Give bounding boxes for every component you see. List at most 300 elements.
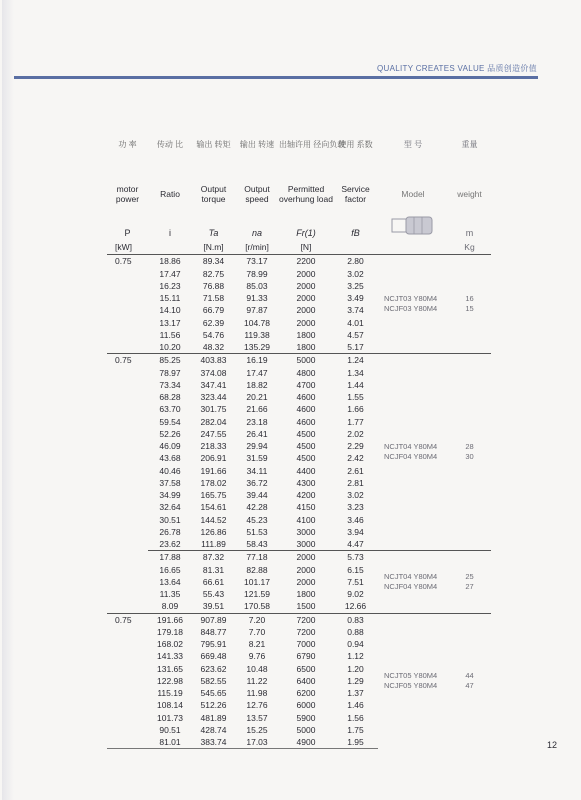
speed-cell: 15.25 xyxy=(246,724,268,735)
torque-cell: 383.74 xyxy=(192,736,235,749)
model-name: NCJF03 Y80M4 xyxy=(384,304,438,314)
model-name: NCJF04 Y80M4 xyxy=(384,452,438,462)
service-factor-cell: 3.46 xyxy=(347,514,364,525)
motor-power-cell: 0.75 xyxy=(107,354,148,367)
motor-power-cell xyxy=(107,736,148,749)
col-sym-load: Fr(1) xyxy=(296,228,316,238)
header-row-english xyxy=(107,174,491,214)
col-cn-torque: 输出 转矩 xyxy=(196,140,231,149)
speed-cell: 13.57 xyxy=(246,712,268,723)
model-name: NCJT05 Y80M4 xyxy=(384,671,438,681)
torque-cell: 87.32 xyxy=(192,551,235,564)
service-factor-cell: 1.55 xyxy=(347,392,364,402)
load-cell: 4400 xyxy=(296,465,316,476)
load-cell: 1500 xyxy=(296,601,316,612)
motor-power-cell xyxy=(107,428,148,440)
service-factor-cell: 4.01 xyxy=(347,317,364,328)
motor-power-cell xyxy=(107,304,148,316)
ratio-cell: 122.98 xyxy=(157,675,183,686)
torque-cell: 165.75 xyxy=(200,490,227,500)
torque-cell: 144.52 xyxy=(200,514,227,525)
speed-cell: 45.23 xyxy=(246,514,268,525)
load-cell: 3000 xyxy=(296,526,316,537)
service-factor-cell: 1.20 xyxy=(347,663,364,674)
speed-cell: 17.03 xyxy=(235,736,279,749)
ratio-cell: 52.26 xyxy=(159,428,181,439)
service-factor-cell: 9.02 xyxy=(347,589,364,599)
motor-power-cell xyxy=(107,292,148,304)
torque-cell: 66.61 xyxy=(202,576,225,587)
model-name: NCJT03 Y80M4 xyxy=(384,294,438,304)
service-factor-cell: 3.02 xyxy=(347,490,364,500)
speed-cell: 26.41 xyxy=(246,428,268,439)
torque-cell: 323.44 xyxy=(200,392,227,402)
ratio-cell: 101.73 xyxy=(157,712,183,723)
service-factor-cell: 5.17 xyxy=(347,342,364,352)
load-cell: 2000 xyxy=(296,576,316,587)
motor-power-cell xyxy=(107,317,148,329)
motor-power-cell xyxy=(107,329,148,341)
motor-icon xyxy=(390,214,436,236)
ratio-cell: 32.64 xyxy=(159,502,181,513)
service-factor-cell: 3.49 xyxy=(347,293,364,303)
load-cell: 2000 xyxy=(296,317,316,328)
speed-cell: 18.82 xyxy=(246,379,268,390)
table-row xyxy=(107,255,491,268)
weight-cell xyxy=(448,551,491,613)
col-en-ratio: Ratio xyxy=(160,189,180,199)
table-row xyxy=(107,613,491,626)
model-name: NCJF05 Y80M4 xyxy=(384,681,438,691)
torque-cell: 89.34 xyxy=(202,256,225,267)
motor-power-cell xyxy=(107,724,148,736)
ratio-cell: 18.86 xyxy=(159,256,181,267)
service-factor-cell: 2.81 xyxy=(347,477,364,488)
service-factor-cell: 2.42 xyxy=(347,453,364,464)
ratio-cell: 10.20 xyxy=(159,342,181,352)
motor-power-cell xyxy=(107,675,148,687)
torque-cell: 82.75 xyxy=(202,268,225,279)
service-factor-cell: 1.12 xyxy=(347,651,364,662)
ratio-cell: 11.35 xyxy=(159,589,181,599)
load-cell: 1800 xyxy=(296,329,316,340)
col-cn-ratio: 传动 比 xyxy=(156,140,184,149)
motor-power-cell xyxy=(107,379,148,391)
service-factor-cell: 3.74 xyxy=(347,305,364,316)
service-factor-cell: 2.29 xyxy=(347,441,364,451)
weight-value: 27 xyxy=(465,581,474,591)
load-cell: 6400 xyxy=(296,675,316,686)
motor-power-cell xyxy=(107,280,148,292)
service-factor-cell: 1.95 xyxy=(333,736,378,749)
ratio-cell: 16.65 xyxy=(159,564,181,575)
col-unit-weight: Kg xyxy=(448,241,491,255)
torque-cell: 481.89 xyxy=(200,712,227,723)
col-cn-service: 使用 系数 xyxy=(338,140,373,149)
torque-cell: 582.55 xyxy=(200,675,227,686)
header-row-chinese xyxy=(107,136,491,174)
load-cell: 6200 xyxy=(296,688,316,698)
weight-cell xyxy=(448,354,491,551)
motor-power-cell xyxy=(107,514,148,526)
torque-cell: 191.66 xyxy=(200,465,227,476)
speed-cell: 23.18 xyxy=(246,416,268,427)
col-unit-load: [N] xyxy=(279,241,333,255)
torque-cell: 66.79 xyxy=(202,305,225,316)
load-cell: 4900 xyxy=(279,736,333,749)
ratio-cell: 16.23 xyxy=(159,280,181,291)
load-cell: 6000 xyxy=(296,700,316,711)
torque-cell: 428.74 xyxy=(200,724,227,735)
ratio-cell: 63.70 xyxy=(159,404,181,415)
motor-power-cell xyxy=(107,501,148,513)
speed-cell: 29.94 xyxy=(246,441,268,451)
weight-value: 25 xyxy=(465,571,474,581)
motor-power-cell xyxy=(107,391,148,403)
load-cell: 4500 xyxy=(296,453,316,464)
motor-power-cell xyxy=(107,551,148,564)
torque-cell: 403.83 xyxy=(192,354,235,367)
motor-power-cell xyxy=(107,367,148,379)
speed-cell: 135.29 xyxy=(244,342,270,352)
ratio-cell: 131.65 xyxy=(157,663,183,674)
col-unit-ratio xyxy=(148,241,192,255)
col-unit-service xyxy=(333,241,378,255)
speed-cell: 11.22 xyxy=(246,675,268,686)
torque-cell: 247.55 xyxy=(200,428,227,439)
col-cn-weight: 重量 xyxy=(461,140,478,149)
motor-power-cell xyxy=(107,538,148,551)
motor-power-cell xyxy=(107,341,148,354)
motor-power-cell xyxy=(107,638,148,650)
specification-table xyxy=(107,136,491,749)
header-row-units xyxy=(107,241,491,255)
torque-cell: 848.77 xyxy=(200,626,227,637)
col-en-service: Service factor xyxy=(341,184,370,204)
weight-cell xyxy=(448,255,491,354)
load-cell: 6790 xyxy=(296,651,316,662)
ratio-cell: 43.68 xyxy=(159,453,181,464)
weight-cell xyxy=(448,613,491,749)
motor-power-cell: 0.75 xyxy=(115,256,132,267)
load-cell: 4600 xyxy=(296,416,316,427)
speed-cell: 31.59 xyxy=(246,453,268,464)
speed-cell: 119.38 xyxy=(244,329,270,340)
ratio-cell: 11.56 xyxy=(159,329,181,340)
torque-cell: 54.76 xyxy=(202,329,225,340)
load-cell: 7200 xyxy=(279,613,333,626)
torque-cell: 545.65 xyxy=(200,688,227,698)
speed-cell: 16.19 xyxy=(235,354,279,367)
speed-cell: 17.47 xyxy=(246,367,268,378)
speed-cell: 39.44 xyxy=(246,490,268,500)
service-factor-cell: 4.57 xyxy=(347,329,364,340)
ratio-cell: 8.09 xyxy=(161,601,179,612)
col-cn-speed: 输出 转速 xyxy=(239,140,275,149)
load-cell: 4500 xyxy=(296,441,316,451)
model-cell xyxy=(378,255,448,354)
motor-power-cell xyxy=(107,452,148,464)
torque-cell: 907.89 xyxy=(192,613,235,626)
load-cell: 2000 xyxy=(296,293,316,303)
speed-cell: 97.87 xyxy=(246,305,268,316)
service-factor-cell: 0.83 xyxy=(333,613,378,626)
load-cell: 4200 xyxy=(296,490,316,500)
model-name: NCJF04 Y80M4 xyxy=(384,581,438,591)
load-cell: 4600 xyxy=(296,392,316,402)
col-unit-torque: [N.m] xyxy=(192,241,235,255)
speed-cell: 36.72 xyxy=(246,477,268,488)
motor-power-cell xyxy=(107,699,148,711)
motor-power-cell xyxy=(107,440,148,452)
torque-cell: 282.04 xyxy=(200,416,227,427)
col-en-weight: weight xyxy=(457,189,482,199)
load-cell: 7200 xyxy=(296,626,316,637)
service-factor-cell: 1.24 xyxy=(333,354,378,367)
speed-cell: 82.88 xyxy=(246,564,268,575)
speed-cell: 8.21 xyxy=(248,639,266,649)
model-name: NCJT04 Y80M4 xyxy=(384,442,438,452)
ratio-cell: 73.34 xyxy=(159,379,181,390)
load-cell: 2000 xyxy=(296,305,316,316)
motor-power-cell xyxy=(107,477,148,489)
service-factor-cell: 2.61 xyxy=(347,465,364,476)
service-factor-cell: 5.73 xyxy=(333,551,378,564)
col-cn-load: 出轴许用 径向负载 xyxy=(279,140,346,149)
ratio-cell: 17.47 xyxy=(159,268,181,279)
torque-cell: 178.02 xyxy=(200,477,227,488)
load-cell: 2000 xyxy=(296,564,316,575)
load-cell: 4300 xyxy=(296,477,316,488)
service-factor-cell: 0.88 xyxy=(347,626,364,637)
col-unit-power: [kW] xyxy=(107,241,148,255)
motor-power-cell xyxy=(107,526,148,538)
motor-power-cell xyxy=(107,663,148,675)
speed-cell: 20.21 xyxy=(246,392,268,402)
torque-cell: 206.91 xyxy=(200,453,227,464)
torque-cell: 669.48 xyxy=(200,651,227,662)
torque-cell: 154.61 xyxy=(200,502,227,513)
service-factor-cell: 1.77 xyxy=(347,416,364,427)
col-cn-power: 功 率 xyxy=(118,140,137,149)
service-factor-cell: 12.66 xyxy=(344,601,367,612)
ratio-cell: 68.28 xyxy=(159,392,181,402)
load-cell: 4100 xyxy=(296,514,316,525)
speed-cell: 7.20 xyxy=(235,613,279,626)
ratio-cell: 14.10 xyxy=(159,305,181,316)
header-rule xyxy=(14,76,538,79)
weight-value: 28 xyxy=(465,442,474,452)
ratio-cell: 40.46 xyxy=(159,465,181,476)
torque-cell: 76.88 xyxy=(202,280,225,291)
speed-cell: 77.18 xyxy=(235,551,279,564)
torque-cell: 48.32 xyxy=(202,342,225,352)
service-factor-cell: 2.02 xyxy=(347,428,364,439)
speed-cell: 121.59 xyxy=(244,589,270,599)
load-cell: 2000 xyxy=(296,280,316,291)
model-cell xyxy=(378,354,448,551)
ratio-cell: 30.51 xyxy=(159,514,181,525)
header-row-symbols xyxy=(107,214,491,241)
load-cell: 4500 xyxy=(296,428,316,439)
load-cell: 2000 xyxy=(296,268,316,279)
ratio-cell: 191.66 xyxy=(148,613,192,626)
torque-cell: 512.26 xyxy=(200,700,227,711)
ratio-cell: 85.25 xyxy=(148,354,192,367)
service-factor-cell: 3.23 xyxy=(347,502,364,513)
service-factor-cell: 1.56 xyxy=(347,712,364,723)
ratio-cell: 15.11 xyxy=(159,293,181,303)
ratio-cell: 23.62 xyxy=(159,539,181,549)
col-sym-weight: m xyxy=(465,228,474,238)
load-cell: 5000 xyxy=(279,354,333,367)
load-cell: 4700 xyxy=(296,379,316,390)
service-factor-cell: 3.94 xyxy=(347,526,364,537)
speed-cell: 21.66 xyxy=(246,404,268,415)
col-en-load: Permitted overhung load xyxy=(279,184,333,204)
weight-value: 44 xyxy=(465,671,474,681)
model-name: NCJT04 Y80M4 xyxy=(384,571,438,581)
speed-cell: 12.76 xyxy=(246,700,268,711)
torque-cell: 111.89 xyxy=(201,539,226,549)
motor-power-cell xyxy=(107,712,148,724)
speed-cell: 91.33 xyxy=(246,293,268,303)
service-factor-cell: 3.25 xyxy=(347,280,364,291)
torque-cell: 81.31 xyxy=(202,564,225,575)
speed-cell: 73.17 xyxy=(246,256,268,267)
motor-power-cell xyxy=(107,564,148,576)
service-factor-cell: 1.34 xyxy=(347,367,364,378)
ratio-cell: 59.54 xyxy=(159,416,181,427)
torque-cell: 623.62 xyxy=(200,663,227,674)
speed-cell: 9.76 xyxy=(248,651,266,662)
service-factor-cell: 0.94 xyxy=(347,639,364,649)
ratio-cell: 46.09 xyxy=(159,441,181,451)
motor-power-cell xyxy=(107,465,148,477)
col-cn-model: 型 号 xyxy=(403,140,423,149)
load-cell: 4800 xyxy=(296,367,316,378)
motor-power-cell xyxy=(107,687,148,699)
speed-cell: 58.43 xyxy=(246,539,268,549)
speed-cell: 104.78 xyxy=(244,317,270,328)
service-factor-cell: 2.80 xyxy=(347,256,364,267)
service-factor-cell: 4.47 xyxy=(347,539,364,549)
col-sym-speed: na xyxy=(251,228,262,238)
ratio-cell: 179.18 xyxy=(157,626,183,637)
speed-cell: 101.17 xyxy=(244,576,270,587)
torque-cell: 71.58 xyxy=(202,293,225,303)
motor-power-cell xyxy=(107,268,148,280)
weight-value: 47 xyxy=(465,681,474,691)
ratio-cell: 168.02 xyxy=(157,639,183,649)
load-cell: 5000 xyxy=(296,724,316,735)
table-body xyxy=(107,255,491,749)
col-unit-model xyxy=(378,241,448,255)
speed-cell: 11.98 xyxy=(246,688,268,698)
torque-cell: 39.51 xyxy=(202,601,225,612)
speed-cell: 10.48 xyxy=(246,663,268,674)
load-cell: 4150 xyxy=(296,502,316,513)
motor-diagram xyxy=(378,214,448,241)
ratio-cell: 34.99 xyxy=(159,490,181,500)
col-en-model: Model xyxy=(401,189,425,199)
table-row xyxy=(107,354,491,367)
motor-power-cell xyxy=(107,576,148,588)
load-cell: 3000 xyxy=(296,539,316,549)
col-en-speed: Output speed xyxy=(244,184,270,204)
motor-power-cell xyxy=(107,626,148,638)
col-sym-ratio: i xyxy=(169,228,171,238)
page-number: 12 xyxy=(547,740,558,750)
ratio-cell: 13.17 xyxy=(159,317,181,328)
model-cell xyxy=(378,551,448,613)
ratio-cell: 108.14 xyxy=(157,700,183,711)
speed-cell: 78.99 xyxy=(246,268,268,279)
service-factor-cell: 1.75 xyxy=(347,724,364,735)
motor-power-cell: 0.75 xyxy=(107,613,148,626)
ratio-cell: 78.97 xyxy=(159,367,181,378)
col-en-power: motor power xyxy=(115,184,140,204)
ratio-cell: 81.01 xyxy=(148,736,192,749)
motor-power-cell xyxy=(107,416,148,428)
weight-value: 15 xyxy=(465,304,474,314)
ratio-cell: 13.64 xyxy=(159,576,181,587)
service-factor-cell: 1.66 xyxy=(347,404,364,415)
speed-cell: 85.03 xyxy=(246,280,268,291)
motor-power-cell xyxy=(107,650,148,662)
speed-cell: 34.11 xyxy=(246,465,268,476)
ratio-cell: 115.19 xyxy=(157,688,183,698)
torque-cell: 301.75 xyxy=(200,404,227,415)
ratio-cell: 90.51 xyxy=(159,724,181,735)
motor-power-cell xyxy=(107,600,148,613)
load-cell: 4600 xyxy=(296,404,316,415)
ratio-cell: 37.58 xyxy=(159,477,181,488)
motor-power-cell xyxy=(107,588,148,600)
torque-cell: 374.08 xyxy=(200,367,227,378)
torque-cell: 55.43 xyxy=(202,589,225,599)
header-slogan: QUALITY CREATES VALUE 品质创造价值 xyxy=(377,64,537,73)
binder-edge xyxy=(2,0,14,800)
service-factor-cell: 1.37 xyxy=(347,688,364,698)
torque-cell: 218.33 xyxy=(200,441,227,451)
load-cell: 7000 xyxy=(296,639,316,649)
load-cell: 1800 xyxy=(296,342,316,352)
torque-cell: 795.91 xyxy=(200,639,227,649)
col-sym-service: fB xyxy=(351,228,360,238)
speed-cell: 42.28 xyxy=(246,502,268,513)
ratio-cell: 26.78 xyxy=(159,526,181,537)
col-unit-speed: [r/min] xyxy=(235,241,279,255)
torque-cell: 126.86 xyxy=(200,526,227,537)
speed-cell: 170.58 xyxy=(244,601,270,612)
torque-cell: 347.41 xyxy=(200,379,227,390)
motor-power-cell xyxy=(107,403,148,415)
col-sym-power: P xyxy=(124,228,131,238)
speed-cell: 51.53 xyxy=(246,526,268,537)
weight-value: 16 xyxy=(465,294,474,304)
service-factor-cell: 3.02 xyxy=(347,268,364,279)
service-factor-cell: 1.46 xyxy=(347,700,364,711)
load-cell: 5900 xyxy=(296,712,316,723)
col-en-torque: Output torque xyxy=(200,184,227,204)
service-factor-cell: 1.29 xyxy=(347,675,364,686)
speed-cell: 7.70 xyxy=(248,626,266,637)
model-cell xyxy=(378,613,448,749)
ratio-cell: 141.33 xyxy=(157,651,183,662)
table-row xyxy=(107,551,491,564)
service-factor-cell: 7.51 xyxy=(347,576,364,587)
